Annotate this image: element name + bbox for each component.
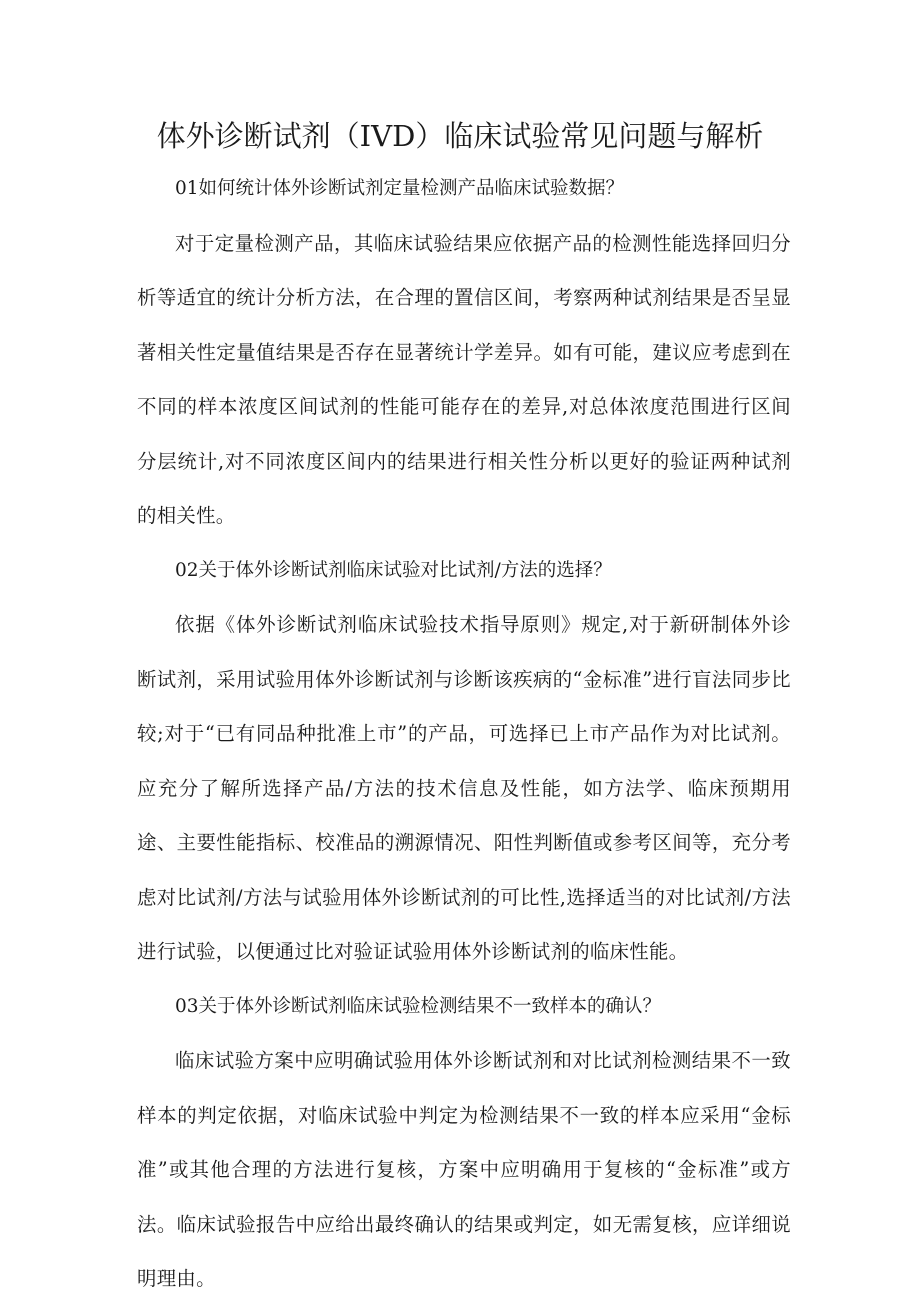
question-heading-02: 02关于体外诊断试剂临床试验对比试剂/方法的选择？ [175, 559, 612, 581]
answer-paragraph-03: 临床试验方案中应明确试验用体外诊断试剂和对比试剂检测结果不一致样本的判定依据，对临床试验中判定为检测结果不一致的样本应采用“金标准”或其他合理的方法进行复核，方案中应明确用于复核的“金标准”或方法。临床试验报告中应给出最终确认的结果或判定，如无需复核，应详细说明理由。 [137, 1049, 791, 1290]
document-title: 体外诊断试剂（IVD）临床试验常见问题与解析 [156, 119, 764, 153]
answer-paragraph-01: 对于定量检测产品，其临床试验结果应依据产品的检测性能选择回归分析等适宜的统计分析方法，在合理的置信区间，考察两种试剂结果是否呈显著相关性定量值结果是否存在显著统计学差异。如有可能，建议应考虑到在不同的样本浓度区间试剂的性能可能存在的差异,对总体浓度范围进行区间分层统计,对不同浓度区间内的结果进行相关性分析以更好的验证两种试剂的相关性。 [137, 231, 791, 527]
question-heading-03: 03关于体外诊断试剂临床试验检测结果不一致样本的确认？ [175, 995, 662, 1017]
document-body [137, 162, 791, 1307]
answer-paragraph-02: 依据《体外诊断试剂临床试验技术指导原则》规定,对于新研制体外诊断试剂，采用试验用体外诊断试剂与诊断该疾病的“金标准”进行盲法同步比较;对于“已有同品种批准上市”的产品，可选择已上市产品作为对比试剂。应充分了解所选择产品/方法的技术信息及性能，如方法学、临床预期用途、主要性能指标、校准品的溯源情况、阳性判断值或参考区间等，充分考虑对比试剂/方法与试验用体外诊断试剂的可比性,选择适当的对比试剂/方法进行试验，以便通过比对验证试验用体外诊断试剂的临床性能。 [137, 613, 791, 963]
question-heading-01: 01如何统计体外诊断试剂定量检测产品临床试验数据？ [175, 178, 625, 199]
